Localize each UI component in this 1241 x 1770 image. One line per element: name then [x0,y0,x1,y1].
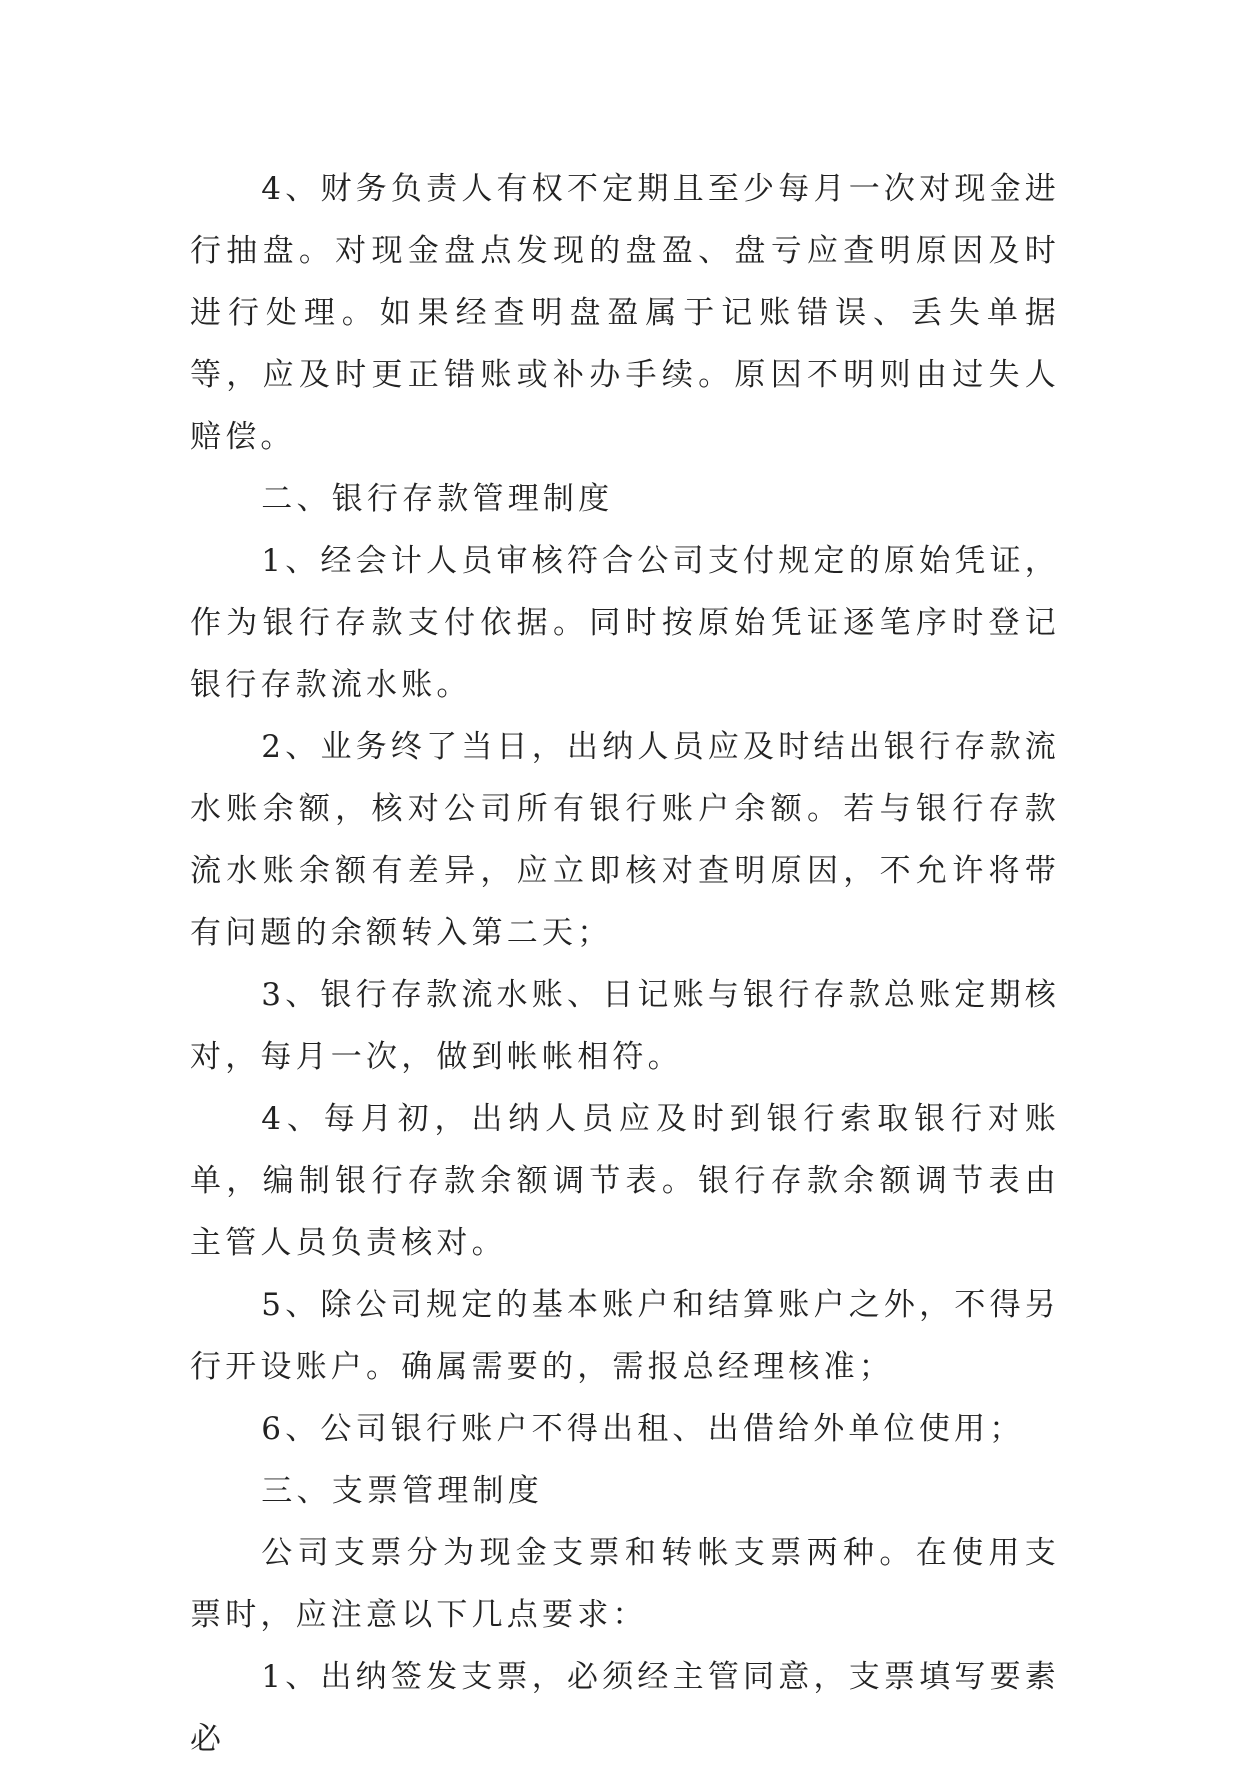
paragraph-bank-6: 6、公司银行账户不得出租、出借给外单位使用； [261,1411,1025,1447]
paragraph-bank-5: 5、除公司规定的基本账户和结算账户之外，不得另行开设账户。确属需要的，需报总经理核准； [190,1287,1060,1385]
paragraph-cheque-1: 1、出纳签发支票，必须经主管同意，支票填写要素必 [190,1659,1060,1757]
paragraph-bank-4: 4、每月初，出纳人员应及时到银行索取银行对账单，编制银行存款余额调节表。银行存款余额调节表由主管人员负责核对。 [190,1101,1060,1261]
paragraph-bank-1: 1、经会计人员审核符合公司支付规定的原始凭证，作为银行存款支付依据。同时按原始凭证逐笔序时登记银行存款流水账。 [190,543,1060,703]
paragraph-bank-2: 2、业务终了当日，出纳人员应及时结出银行存款流水账余额，核对公司所有银行账户余额。若与银行存款流水账余额有差异，应立即核对查明原因，不允许将带有问题的余额转入第二天； [190,729,1060,951]
document-body [190,158,1060,1770]
paragraph-cheque-intro: 公司支票分为现金支票和转帐支票两种。在使用支票时，应注意以下几点要求： [190,1535,1060,1633]
paragraph-cash-count: 4、财务负责人有权不定期且至少每月一次对现金进行抽盘。对现金盘点发现的盘盈、盘亏应查明原因及时进行处理。如果经查明盘盈属于记账错误、丢失单据等，应及时更正错账或补办手续。原因不明则由过失人赔偿。 [190,171,1060,455]
paragraph-bank-3: 3、银行存款流水账、日记账与银行存款总账定期核对，每月一次，做到帐帐相符。 [190,977,1060,1075]
section-heading-bank-deposit: 二、银行存款管理制度 [261,481,614,517]
section-heading-cheque: 三、支票管理制度 [261,1473,543,1509]
